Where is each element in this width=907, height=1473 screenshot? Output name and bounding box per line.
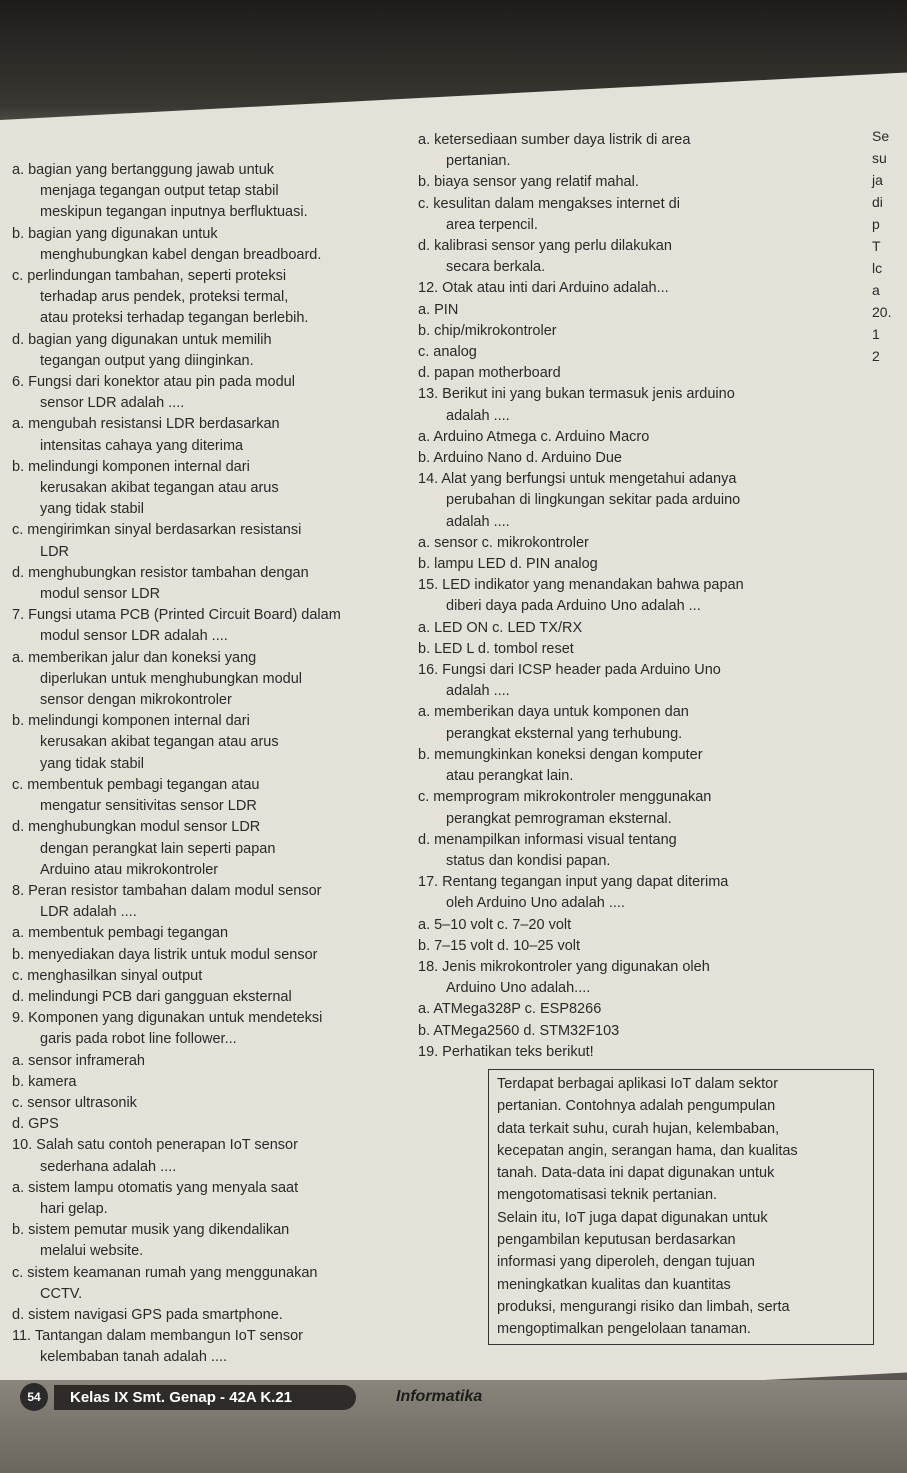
text-line: adalah .... xyxy=(446,513,510,530)
text-line: a. memberikan jalur dan koneksi yang xyxy=(12,649,257,666)
text-line: b. LED L d. tombol reset xyxy=(418,640,574,657)
text-line: a. LED ON c. LED TX/RX xyxy=(418,619,583,636)
text-line: d. GPS xyxy=(12,1116,59,1133)
text-line: status dan kondisi papan. xyxy=(446,852,611,869)
text-line: 13. Berikut ini yang bukan termasuk jenis arduino xyxy=(418,386,735,403)
text-line: garis pada robot line follower... xyxy=(40,1031,237,1048)
text-line: terhadap arus pendek, proteksi termal, xyxy=(40,289,289,306)
text-line: a. memberikan daya untuk komponen dan xyxy=(418,704,689,721)
textbox-line: Terdapat berbagai aplikasi IoT dalam sektor xyxy=(497,1075,779,1092)
text-line: a. PIN xyxy=(418,301,459,318)
column-edge xyxy=(872,125,891,367)
text-line: meskipun tegangan inputnya berfluktuasi. xyxy=(40,204,308,221)
text-line: 19. Perhatikan teks berikut! xyxy=(418,1043,594,1060)
text-line: hari gelap. xyxy=(40,1200,108,1217)
text-line: melalui website. xyxy=(40,1243,144,1260)
text-line: b. Arduino Nano d. Arduino Due xyxy=(418,450,622,467)
text-line: d. menampilkan informasi visual tentang xyxy=(418,831,677,848)
text-line: b. kamera xyxy=(12,1073,77,1090)
edge-fragment: p xyxy=(872,216,880,232)
text-line: d. menghubungkan resistor tambahan dengan xyxy=(12,564,309,581)
text-line: c. sistem keamanan rumah yang menggunakan xyxy=(12,1264,318,1281)
text-line: menjaga tegangan output tetap stabil xyxy=(40,183,279,200)
text-line: c. perlindungan tambahan, seperti proteksi xyxy=(12,268,287,285)
text-line: modul sensor LDR xyxy=(40,586,161,603)
text-line: kelembaban tanah adalah .... xyxy=(40,1349,228,1366)
text-line: a. ketersediaan sumber daya listrik di area xyxy=(418,132,691,148)
subject-label: Informatika xyxy=(396,1388,483,1405)
text-line: sensor dengan mikrokontroler xyxy=(40,692,232,709)
text-line: Arduino atau mikrokontroler xyxy=(40,861,219,878)
text-line: LDR xyxy=(40,543,70,560)
text-line: Arduino Uno adalah.... xyxy=(446,980,591,997)
page-footer xyxy=(20,1384,482,1410)
text-line: pertanian. xyxy=(446,153,511,170)
text-line: a. sensor c. mikrokontroler xyxy=(418,534,589,551)
text-line: a. sensor inframerah xyxy=(12,1052,145,1069)
textbox-line: informasi yang diperoleh, dengan tujuan xyxy=(497,1254,755,1271)
text-line: c. sensor ultrasonik xyxy=(12,1094,137,1111)
text-line: 14. Alat yang berfungsi untuk mengetahui adanya xyxy=(418,471,737,488)
edge-fragment: di xyxy=(872,194,883,210)
text-line: 7. Fungsi utama PCB (Printed Circuit Board) dalam xyxy=(12,607,341,624)
text-line: intensitas cahaya yang diterima xyxy=(40,437,244,454)
text-line: 17. Rentang tegangan input yang dapat diterima xyxy=(418,874,729,891)
textbox-line: Selain itu, IoT juga dapat digunakan untuk xyxy=(497,1209,768,1226)
edge-fragment: Se xyxy=(872,128,890,144)
textbox-line: pengambilan keputusan berdasarkan xyxy=(497,1232,736,1249)
textbox-line: data terkait suhu, curah hujan, kelembaban, xyxy=(497,1120,780,1137)
footer-band: Kelas IX Smt. Genap - 42A K.21 xyxy=(54,1385,356,1410)
edge-fragment: a xyxy=(872,282,880,298)
edge-fragment: lc xyxy=(872,260,883,276)
column-right xyxy=(418,130,888,1345)
page-number: 54 xyxy=(20,1383,48,1411)
text-line: oleh Arduino Uno adalah .... xyxy=(446,895,625,912)
textbox-line: pertanian. Contohnya adalah pengumpulan xyxy=(497,1098,776,1115)
text-line: c. kesulitan dalam mengakses internet di xyxy=(418,195,680,212)
text-line: a. ATMega328P c. ESP8266 xyxy=(418,1001,602,1018)
text-line: sederhana adalah .... xyxy=(40,1158,177,1175)
text-line: c. analog xyxy=(418,344,477,361)
edge-fragment: 1 xyxy=(872,326,880,342)
column-left xyxy=(12,160,407,1369)
textbox-line: mengotomatisasi teknik pertanian. xyxy=(497,1187,718,1204)
text-line: 15. LED indikator yang menandakan bahwa papan xyxy=(418,577,744,594)
text-line: b. melindungi komponen internal dari xyxy=(12,713,250,730)
text-line: perubahan di lingkungan sekitar pada arduino xyxy=(446,492,741,509)
textbox-line: meningkatkan kualitas dan kuantitas xyxy=(497,1276,731,1293)
text-line: d. bagian yang digunakan untuk memilih xyxy=(12,331,272,348)
text-line: modul sensor LDR adalah .... xyxy=(40,628,228,645)
column-right-lines xyxy=(418,130,888,1063)
text-line: 18. Jenis mikrokontroler yang digunakan oleh xyxy=(418,958,710,975)
text-line: atau proteksi terhadap tegangan berlebih. xyxy=(40,310,309,327)
text-line: yang tidak stabil xyxy=(40,755,144,772)
text-line: diperlukan untuk menghubungkan modul xyxy=(40,670,302,687)
text-line: b. bagian yang digunakan untuk xyxy=(12,225,218,242)
text-line: d. sistem navigasi GPS pada smartphone. xyxy=(12,1306,283,1323)
textbox-line: mengoptimalkan pengelolaan tanaman. xyxy=(497,1321,751,1338)
text-line: 11. Tantangan dalam membangun IoT sensor xyxy=(12,1328,303,1345)
text-line: d. kalibrasi sensor yang perlu dilakukan xyxy=(418,238,672,255)
text-line: 16. Fungsi dari ICSP header pada Arduino Uno xyxy=(418,662,721,679)
text-line: c. memprogram mikrokontroler menggunakan xyxy=(418,789,712,806)
reading-textbox xyxy=(488,1069,874,1345)
text-line: perangkat eksternal yang terhubung. xyxy=(446,725,683,742)
text-line: 8. Peran resistor tambahan dalam modul sensor xyxy=(12,882,322,899)
text-line: 6. Fungsi dari konektor atau pin pada modul xyxy=(12,374,295,391)
text-line: b. ATMega2560 d. STM32F103 xyxy=(418,1022,620,1039)
edge-fragment: ja xyxy=(872,172,883,188)
text-line: adalah .... xyxy=(446,407,510,424)
text-line: b. sistem pemutar musik yang dikendalikan xyxy=(12,1222,290,1239)
text-line: perangkat pemrograman eksternal. xyxy=(446,810,672,827)
text-line: c. mengirimkan sinyal berdasarkan resistansi xyxy=(12,522,302,539)
text-line: diberi daya pada Arduino Uno adalah ... xyxy=(446,598,701,615)
text-line: b. lampu LED d. PIN analog xyxy=(418,556,598,573)
edge-fragment: 2 xyxy=(872,348,880,364)
text-line: CCTV. xyxy=(40,1285,83,1302)
text-line: 9. Komponen yang digunakan untuk mendeteksi xyxy=(12,1010,323,1027)
text-line: d. melindungi PCB dari gangguan eksternal xyxy=(12,988,292,1005)
text-line: a. Arduino Atmega c. Arduino Macro xyxy=(418,428,650,445)
edge-fragment: su xyxy=(872,150,887,166)
text-line: a. 5–10 volt c. 7–20 volt xyxy=(418,916,572,933)
text-line: b. biaya sensor yang relatif mahal. xyxy=(418,174,639,191)
text-line: b. menyediakan daya listrik untuk modul sensor xyxy=(12,946,318,963)
text-line: area terpencil. xyxy=(446,216,538,233)
text-line: d. menghubungkan modul sensor LDR xyxy=(12,819,261,836)
text-line: tegangan output yang diinginkan. xyxy=(40,352,254,369)
text-line: c. membentuk pembagi tegangan atau xyxy=(12,776,260,793)
text-line: a. bagian yang bertanggung jawab untuk xyxy=(12,162,275,178)
text-line: a. membentuk pembagi tegangan xyxy=(12,925,229,942)
text-line: b. chip/mikrokontroler xyxy=(418,322,557,339)
edge-fragment: T xyxy=(872,238,881,254)
text-line: adalah .... xyxy=(446,683,510,700)
text-line: kerusakan akibat tegangan atau arus xyxy=(40,480,279,497)
text-line: b. melindungi komponen internal dari xyxy=(12,458,250,475)
text-line: dengan perangkat lain seperti papan xyxy=(40,840,276,857)
textbox-line: produksi, mengurangi risiko dan limbah, serta xyxy=(497,1298,790,1315)
text-line: b. 7–15 volt d. 10–25 volt xyxy=(418,937,581,954)
text-line: d. papan motherboard xyxy=(418,365,561,382)
text-line: a. mengubah resistansi LDR berdasarkan xyxy=(12,416,280,433)
text-line: yang tidak stabil xyxy=(40,501,144,518)
text-line: 12. Otak atau inti dari Arduino adalah... xyxy=(418,280,669,297)
text-line: b. memungkinkan koneksi dengan komputer xyxy=(418,746,703,763)
textbox-line: tanah. Data-data ini dapat digunakan untuk xyxy=(497,1165,775,1182)
edge-fragment: 20. xyxy=(872,304,892,320)
text-line: menghubungkan kabel dengan breadboard. xyxy=(40,246,322,263)
text-line: kerusakan akibat tegangan atau arus xyxy=(40,734,279,751)
text-line: c. menghasilkan sinyal output xyxy=(12,967,203,984)
textbox-line: kecepatan angin, serangan hama, dan kualitas xyxy=(497,1142,798,1159)
text-line: LDR adalah .... xyxy=(40,904,137,921)
text-line: a. sistem lampu otomatis yang menyala saat xyxy=(12,1179,299,1196)
text-line: atau perangkat lain. xyxy=(446,768,574,785)
text-line: mengatur sensitivitas sensor LDR xyxy=(40,798,257,815)
text-line: secara berkala. xyxy=(446,259,546,276)
text-line: 10. Salah satu contoh penerapan IoT sensor xyxy=(12,1137,298,1154)
text-line: sensor LDR adalah .... xyxy=(40,395,185,412)
